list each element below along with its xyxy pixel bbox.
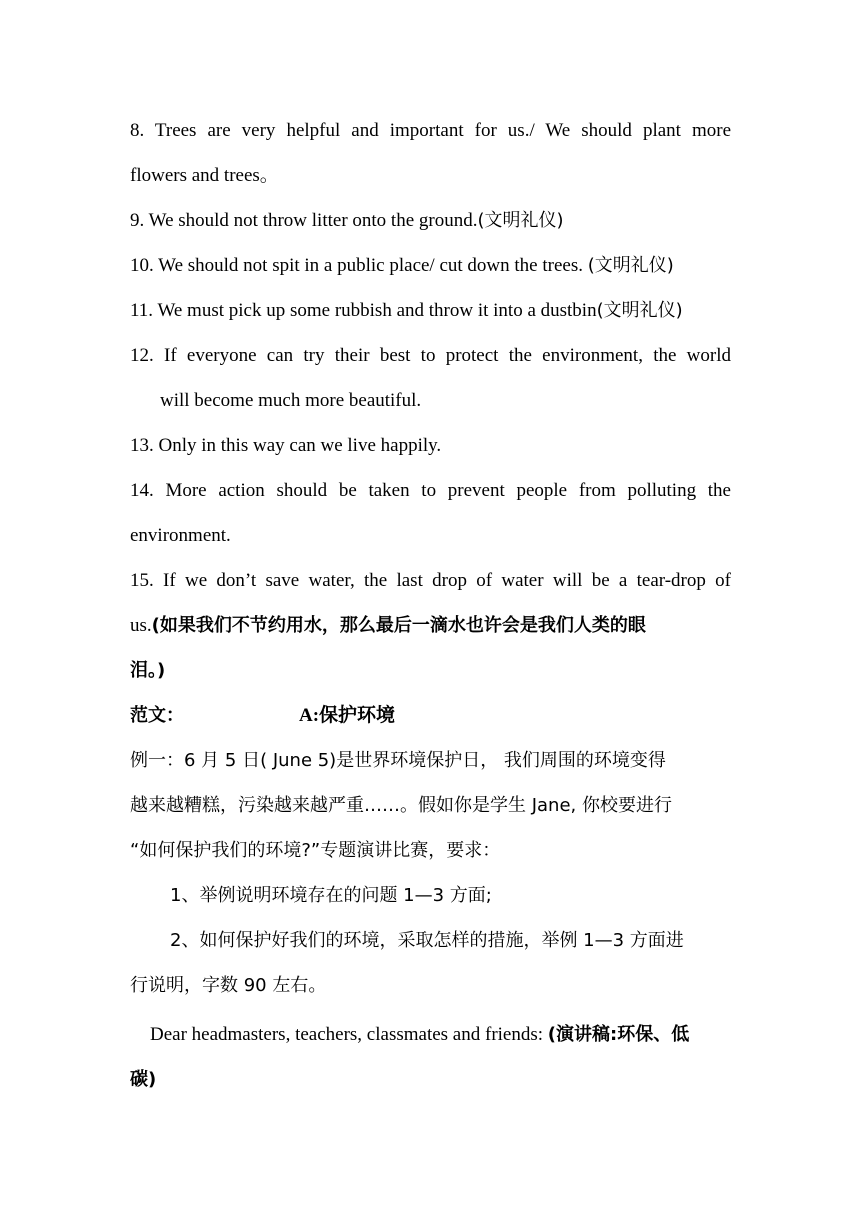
item-15-line-2 bbox=[130, 603, 731, 648]
item-14-line-2: environment. bbox=[130, 525, 231, 546]
item-11-note: (文明礼仪) bbox=[596, 300, 683, 321]
item-10-note: (文明礼仪) bbox=[587, 255, 674, 276]
item-9 bbox=[130, 198, 731, 243]
item-11-text: 11. We must pick up some rubbish and throw it into a dustbin bbox=[130, 300, 597, 321]
item-11 bbox=[130, 288, 731, 333]
item-9-text: 9. We should not throw litter onto the ground. bbox=[130, 210, 478, 231]
item-12-line-1: 12. If everyone can try their best to protect the environment, the world bbox=[130, 345, 731, 366]
item-12-line-2: will become much more beautiful. bbox=[160, 390, 422, 411]
example-line-1: 例一：6 月 5 日( June 5)是世界环境保护日， 我们周围的环境变得 bbox=[130, 750, 666, 771]
item-10-text: 10. We should not spit in a public place/ cut down the trees. bbox=[130, 255, 588, 276]
item-9-note: (文明礼仪) bbox=[477, 210, 564, 231]
example-line-3: “如何保护我们的环境?”专题演讲比赛，要求： bbox=[130, 840, 501, 861]
item-14-line-1: 14. More action should be taken to prevent people from polluting the bbox=[130, 480, 731, 501]
fanwen-title: A:保护环境 bbox=[299, 705, 396, 726]
requirement-2-line-1: 2、如何保护好我们的环境，采取怎样的措施，举例 1—3 方面进 bbox=[170, 930, 684, 951]
item-15-line-1: 15. If we don’t save water, the last drop of water will be a tear-drop of bbox=[130, 570, 731, 591]
example-line-2: 越来越糟糕，污染越来越严重……。假如你是学生 Jane, 你校要进行 bbox=[130, 795, 672, 816]
item-8-line-2: flowers and trees。 bbox=[130, 165, 279, 186]
item-8-line-1: 8. Trees are very helpful and important for us./ We should plant more bbox=[130, 120, 731, 141]
item-13: 13. Only in this way can we live happily. bbox=[130, 435, 442, 456]
document-page bbox=[130, 108, 731, 1102]
speech-tag: (演讲稿:环保、低 bbox=[547, 1024, 690, 1045]
item-10 bbox=[130, 243, 731, 288]
item-15-text: us. bbox=[130, 615, 152, 636]
speech-tag-continued: 碳) bbox=[130, 1069, 157, 1090]
fanwen-label: 范文： bbox=[130, 705, 184, 726]
fanwen-heading bbox=[130, 693, 731, 738]
requirement-2-line-2: 行说明，字数 90 左右。 bbox=[130, 975, 327, 996]
item-15-translation: (如果我们不节约用水，那么最后一滴水也许会是我们人类的眼 bbox=[151, 615, 646, 636]
requirement-1: 1、举例说明环境存在的问题 1—3 方面; bbox=[170, 885, 492, 906]
speech-greeting bbox=[130, 1012, 731, 1057]
greeting-text: Dear headmasters, teachers, classmates and friends: bbox=[150, 1024, 548, 1045]
item-15-line-3: 泪。) bbox=[130, 660, 166, 681]
